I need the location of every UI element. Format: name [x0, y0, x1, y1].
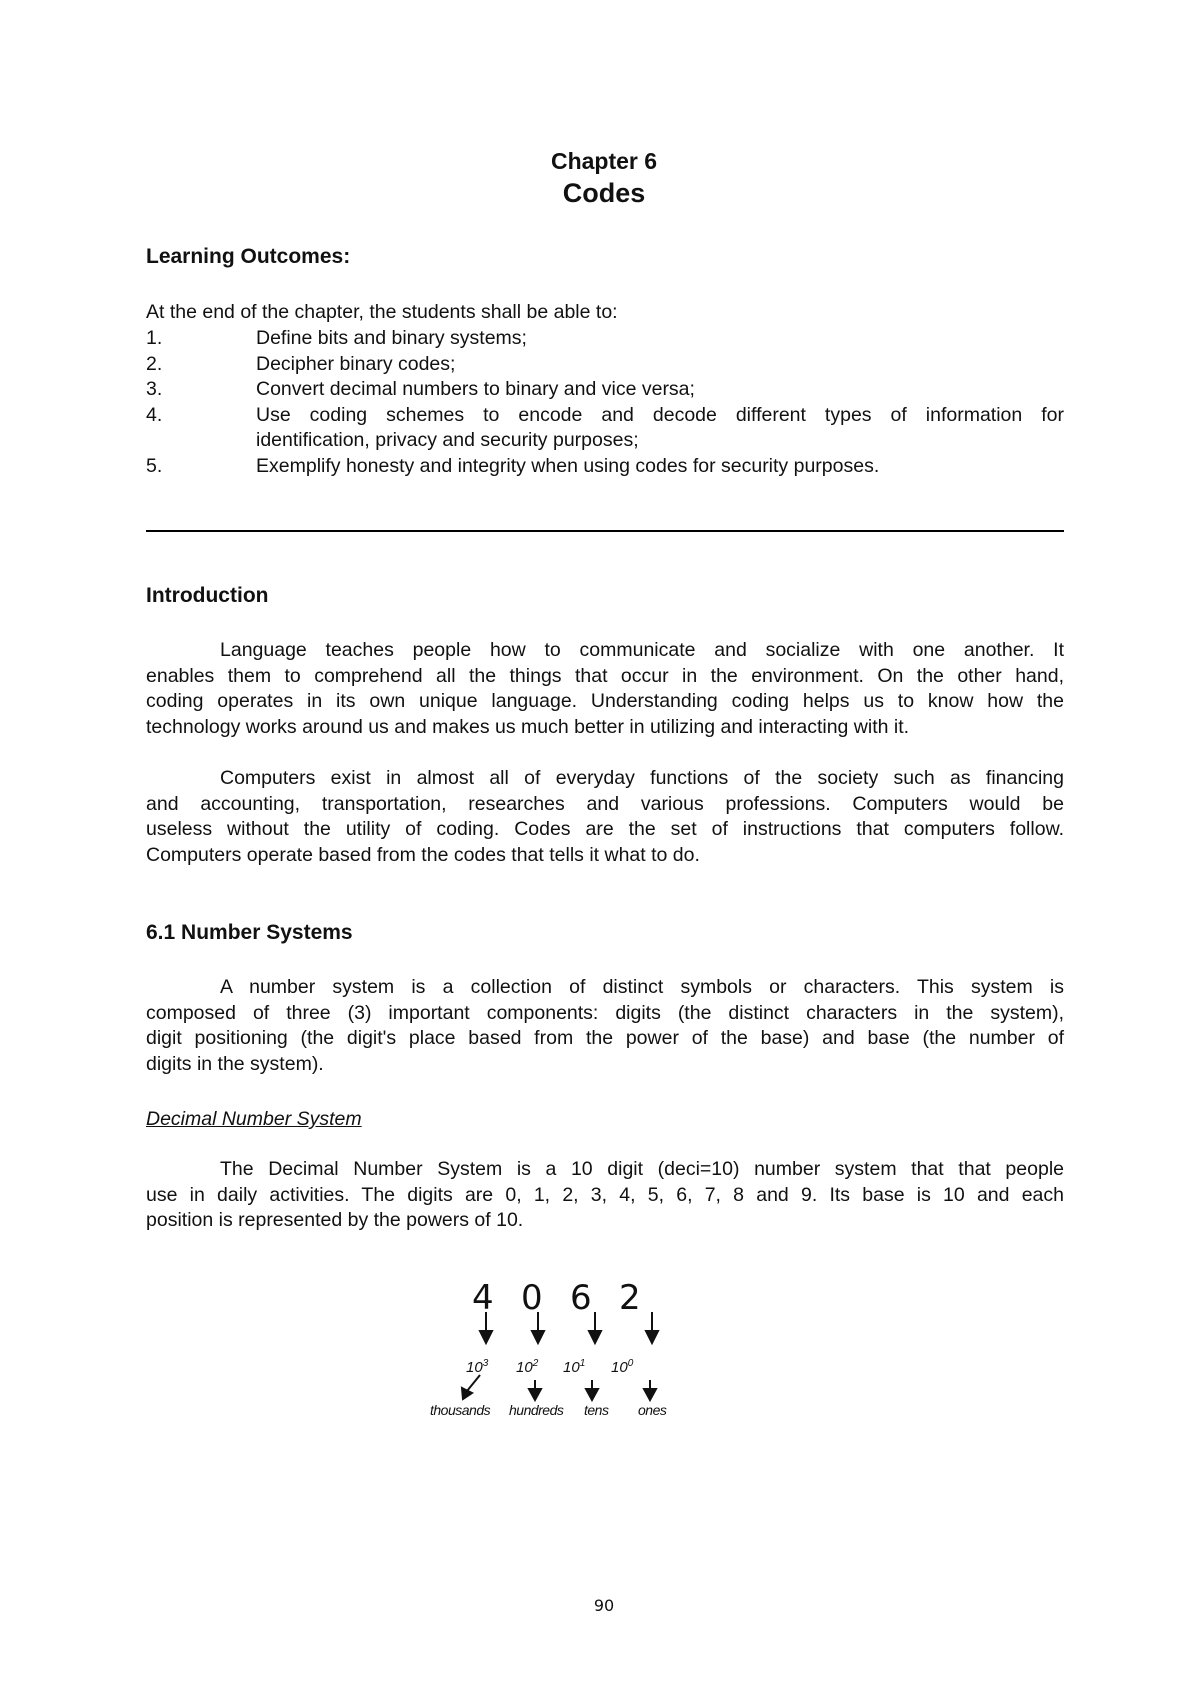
diagram-power: $10^0$: [611, 1358, 634, 1376]
arrow-head-icon: [586, 1389, 598, 1400]
diagram-digit: 0: [521, 1278, 543, 1318]
intro-para2-line4: Computers operate based from the codes that tells it what to do.: [146, 843, 700, 866]
list-item-continuation: identification, privacy and security purposes;: [256, 429, 639, 451]
decimal-line2: use in daily activities. The digits are 0, 1, 2, 3, 4, 5, 6, 7, 8 and 9. Its base is 10 and each: [146, 1183, 1064, 1206]
diagram-place-label: tens: [584, 1402, 609, 1418]
diagram-power: $10^2$: [516, 1358, 539, 1376]
decimal-line1: The Decimal Number System is a 10 digit (deci=10) number system that that people: [220, 1158, 1064, 1180]
diagram-power: $10^1$: [563, 1358, 586, 1376]
intro-para2-line2: and accounting, transportation, researches and various professions. Computers would be: [146, 792, 1064, 815]
intro-para2-line1: Computers exist in almost all of everyday functions of the society such as financing: [220, 767, 1064, 789]
chapter-title: Chapter 6: [550, 148, 658, 174]
page-number: 90: [593, 1596, 615, 1615]
arrow-head-icon: [646, 1331, 658, 1343]
intro-para2-line3: useless without the utility of coding. Codes are the set of instructions that computers follow.: [146, 818, 1064, 840]
learning-outcomes-heading: Learning Outcomes:: [146, 245, 351, 268]
diagram-digit: 6: [570, 1278, 592, 1318]
intro-para1-line1: Language teaches people how to communicate and socialize with one another. It: [220, 639, 1064, 661]
number-systems-line4: digits in the system).: [146, 1052, 324, 1075]
chapter-subtitle: Codes: [562, 178, 646, 208]
introduction-heading: Introduction: [146, 584, 269, 607]
list-item: 3. Convert decimal numbers to binary and vice versa;: [146, 378, 695, 400]
number-systems-line1: A number system is a collection of distinct symbols or characters. This system is: [220, 976, 1064, 998]
list-item: 1. Define bits and binary systems;: [146, 327, 527, 349]
arrow-head-icon: [480, 1331, 492, 1343]
decimal-number-system-heading: Decimal Number System: [146, 1108, 362, 1130]
arrow-head-icon: [529, 1389, 541, 1400]
arrow-head-icon: [589, 1331, 601, 1343]
diagram-place-label: hundreds: [509, 1402, 564, 1418]
list-item: 5. Exemplify honesty and integrity when using codes for security purposes.: [146, 454, 880, 477]
learning-outcomes-intro: At the end of the chapter, the students shall be able to:: [146, 301, 618, 323]
decimal-line3: position is represented by the powers of 10.: [146, 1209, 524, 1231]
diagram-digit: 4: [472, 1278, 494, 1318]
arrow-head-icon: [532, 1331, 544, 1343]
diagram-place-label: thousands: [430, 1402, 491, 1418]
diagram-place-label: ones: [638, 1402, 667, 1418]
number-systems-heading: 6.1 Number Systems: [146, 921, 353, 944]
list-item: 2. Decipher binary codes;: [146, 352, 456, 375]
number-systems-line2: composed of three (3) important components: digits (the distinct characters in the system),: [146, 1001, 1064, 1024]
number-systems-line3: digit positioning (the digit's place based from the power of the base) and base (the number of: [146, 1027, 1064, 1049]
arrow-head-icon: [462, 1388, 472, 1399]
intro-para1-line3: coding operates in its own unique language. Understanding coding helps us to know how the: [146, 690, 1064, 712]
diagram-power: $10^3$: [466, 1358, 489, 1376]
arrow-diagonal-icon: [467, 1375, 480, 1391]
list-item: 4. Use coding schemes to encode and decode different types of information for: [146, 403, 1064, 426]
intro-para1-line2: enables them to comprehend all the things that occur in the environment. On the other hand,: [146, 664, 1064, 687]
diagram-digit: 2: [619, 1278, 641, 1318]
arrow-head-icon: [644, 1389, 656, 1400]
intro-para1-line4: technology works around us and makes us much better in utilizing and interacting with it.: [146, 715, 910, 738]
